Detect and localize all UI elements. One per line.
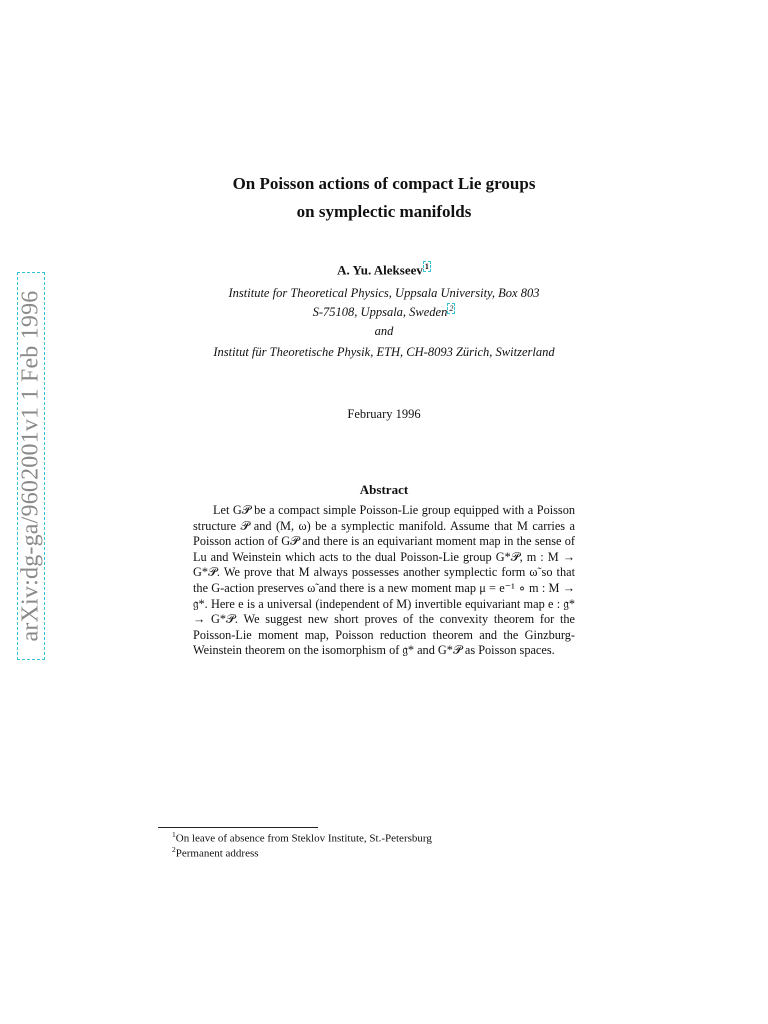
abstract-heading: Abstract bbox=[359, 482, 409, 497]
author-footnote-link[interactable]: 1 bbox=[424, 262, 429, 271]
affiliation-footnote-link[interactable]: 2 bbox=[449, 304, 454, 313]
paper-date: February 1996 bbox=[347, 407, 421, 421]
and-connector: and bbox=[374, 324, 394, 338]
affiliation-1-line2-text: S-75108, Uppsala, Sweden bbox=[312, 305, 448, 320]
footnote-rule bbox=[158, 827, 318, 828]
paper-title-line2: on symplectic manifolds bbox=[296, 202, 472, 221]
footnote-1-mark: 1 bbox=[172, 830, 176, 839]
author-name: A. Yu. Alekseev bbox=[337, 262, 423, 278]
footnote-2 bbox=[172, 845, 259, 860]
footnote-1 bbox=[172, 830, 432, 845]
paper-title-line1: On Poisson actions of compact Lie groups bbox=[232, 174, 536, 193]
affiliation-1-line2 bbox=[0, 304, 768, 320]
footnote-2-text: Permanent address bbox=[175, 847, 259, 860]
abstract-body: Let G𝒫 be a compact simple Poisson-Lie group equipped with a Poisson structure 𝒫 and (M, ω) be a symplectic manifold. Assume that M carries a Poisson action of G𝒫 and there is an equivariant moment map in the sense of Lu and Weinstein which acts to the dual Poisson-Lie group G*𝒫, m : M → G*𝒫. We prove that M always possesses another symplectic form ω̃ so that the G-action preserves ω̃ and there is a new moment map μ = e⁻¹ ∘ m : M → 𝔤*. Here e is a universal (independent of M) invertible equivariant map e : 𝔤* → G*𝒫. We suggest new short proves of the convexity theorem for the Poisson-Lie moment map, Poisson reduction theorem and the Ginzburg-Weinstein theorem on the isomorphism of 𝔤* and G*𝒫 as Poisson spaces. bbox=[193, 503, 575, 658]
affiliation-1-line1: Institute for Theoretical Physics, Uppsala University, Box 803 bbox=[228, 286, 540, 300]
arxiv-id-label: arXiv:dg-ga/9602001v1 1 Feb 1996 bbox=[17, 290, 44, 642]
footnote-1-text: On leave of absence from Steklov Institute, St.-Petersburg bbox=[175, 832, 432, 845]
footnote-2-mark: 2 bbox=[172, 845, 176, 854]
author-line bbox=[0, 262, 768, 278]
affiliation-2: Institut für Theoretische Physik, ETH, CH-8093 Zürich, Switzerland bbox=[213, 345, 555, 359]
